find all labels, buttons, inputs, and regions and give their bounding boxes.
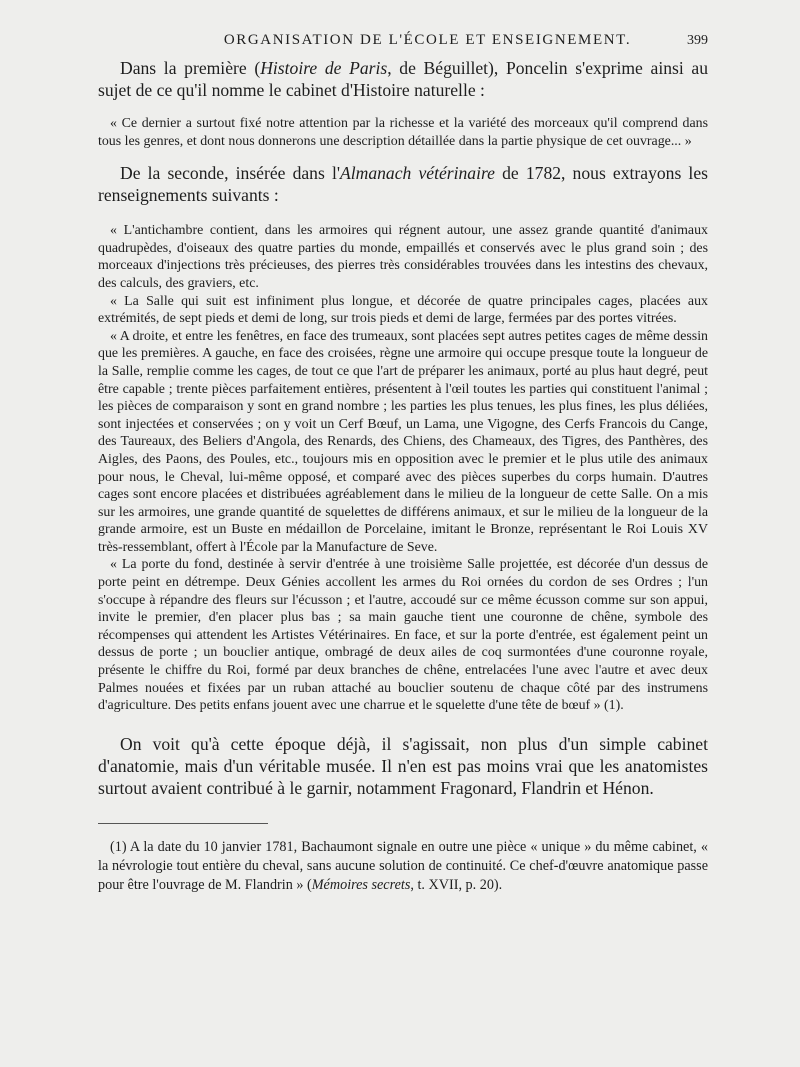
running-head-title: ORGANISATION DE L'ÉCOLE ET ENSEIGNEMENT.: [223, 32, 632, 48]
book-title-histoire-de-paris: Histoire de Paris: [260, 58, 388, 78]
running-head: [98, 32, 708, 49]
paragraph-almanach: De la seconde, insérée dans l'Almanach vétérinaire de 1782, nous extrayons les renseignements suivants :: [98, 163, 708, 206]
paragraph-intro: Dans la première (Histoire de Paris, de Béguillet), Poncelin s'exprime ainsi au sujet de ce qu'il nomme le cabinet d'Histoire naturelle :: [98, 58, 708, 100]
quote-antichambre: « L'antichambre contient, dans les armoires qui régnent autour, une assez grande quantité d'animaux quadrupèdes, d'oiseaux des quatre parties du monde, empaillés et conservés avec le plus grand soin ; des morceaux d'injections très précieuses, des pierres très considérables trouvées dans les intestins des chevaux, des calculs, des graviers, etc.: [98, 223, 708, 291]
quote-porte-du-fond: « La porte du fond, destinée à servir d'entrée à une troisième Salle projettée, est décorée d'un dessus de porte peint en détrempe. Deux Génies accollent les armes du Roi ornées du cordon de ses Ordres ; l'un s'occupe à répandre des fleurs sur l'écusson ; et l'autre, accoudé sur ce même écusson comme sur son appui, invite le premier, d'en placer plus bas ; sa main gauche tient une couronne de chêne, symbole des récompenses qui attendent les Artistes Vétérinaires. En face, et sur la porte d'entrée, est également peint un dessus de porte ; un bouclier antique, ombragé de deux ailes de coq surmontées d'une couronne royale, présente le chiffre du Roi, formé par deux branches de chêne, entrelacées l'une avec l'autre et avec deux Palmes nouées et fixées par un ruban attaché au bouclier soutenu de chaque côté par des instrumens d'agriculture. Des petits enfans jouent avec une charrue et le squelette d'une tête de bœuf » (1).: [98, 557, 708, 714]
footnote-italic-title: Mémoires secrets: [311, 876, 411, 893]
quote-salle: « La Salle qui suit est infiniment plus longue, et décorée de quatre principales cages, placées aux extrémités, de sept pieds et demi de long, sur trois pieds et demi de large, fermées par des portes vitrées.: [98, 293, 708, 327]
page-number: 399: [687, 33, 708, 48]
quote-poncelin: « Ce dernier a surtout fixé notre attention par la richesse et la variété des morceaux qu'il comprend dans tous les genres, et dont nous donnerons une description détaillée dans la partie physique de cet ouvrage... »: [98, 116, 708, 149]
paragraph-conclusion: On voit qu'à cette époque déjà, il s'agissait, non plus d'un simple cabinet d'anatomie, mais d'un véritable musée. Il n'en est pas moins vrai que les anatomistes surtout avaient contribué à le garnir, notamment Fragonard, Flandrin et Hénon.: [98, 733, 708, 798]
footnote: (1) A la date du 10 janvier 1781, Bachaumont signale en outre une pièce « unique » du même cabinet, « la névrologie tout entière du cheval, sans aucune solution de continuité. Ce chef-d'œuvre anatomique passe pour être l'ouvrage de M. Flandrin » (Mémoires secrets, t. XVII, p. 20).: [98, 838, 708, 893]
quote-a-droite: « A droite, et entre les fenêtres, en face des trumeaux, sont placées sept autres petites cages de même dessin que les premières. A gauche, en face des croisées, règne une armoire qui occupe presque toute la longueur de la Salle, remplie comme les cages, de tout ce que l'art de préparer les animaux, porté au plus haut degré, peut être capable ; trente pièces parfaitement entières, présentent à l'œil toutes les parties qui constituent l'animal ; les pièces de comparaison y sont en grand nombre ; les parties les plus tenues, les plus fines, les plus déliées, sont injectées et conservées ; on y voit un Cerf Bœuf, un Lama, une Vigogne, des Cerfs Francois du Cange, des Taureaux, des Beliers d'Angola, des Renards, des Chiens, des Chameaux, des Tigres, des Panthères, des Aigles, des Paons, des Poules, etc., toujours mis en opposition avec le premier et le plus utile des animaux pour nous, le Cheval, lui-même opposé, et comparé avec des pièces superbes du corps humain. D'autres cages sont encore placées et distribuées agréablement dans le milieu de la longueur de cette Salle. On a mis sur les armoires, une grande quantité de squelettes de différens animaux, et sur le milieu de la longueur de la grande armoire, est un Buste en médaillon de Porcelaine, imitant le Bronze, représentant le Roi Louis XV très-ressemblant, offert à l'École par la Manufacture de Seve.: [98, 328, 708, 555]
footnote-separator: [98, 823, 268, 824]
book-title-almanach: Almanach vétérinaire: [340, 163, 495, 184]
